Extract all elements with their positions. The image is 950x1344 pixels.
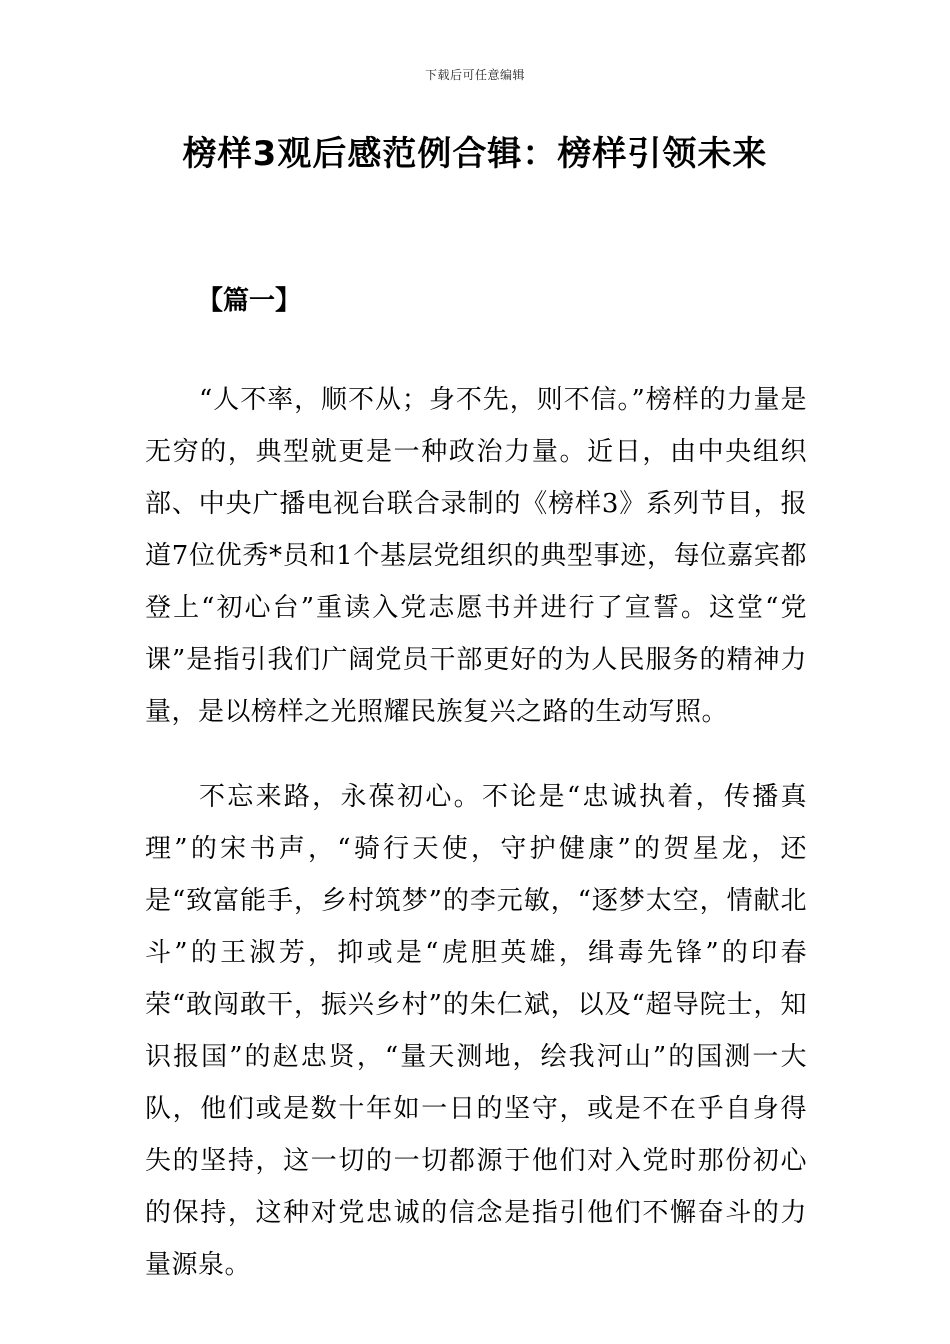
- section-label: 【篇一】: [197, 286, 302, 316]
- paragraph-1: “人不率，顺不从；身不先，则不信。”榜样的力量是无穷的，典型就更是一种政治力量。近日，由中央组织部、中央广播电视台联合录制的《榜样3》系列节目，报道7位优秀*员和1个基层党组织的典型事迹，每位嘉宾都登上“初心台”重读入党志愿书并进行了宣誓。这堂“党课”是指引我们广阔党员干部更好的为人民服务的精神力量，是以榜样之光照耀民族复兴之路的生动写照。: [145, 385, 807, 727]
- document-title: 榜样3观后感范例合辑：榜样引领未来: [182, 134, 768, 174]
- paragraph-2: 不忘来路，永葆初心。不论是“忠诚执着，传播真理”的宋书声，“骑行天使，守护健康”的贺星龙，还是“致富能手，乡村筑梦”的李元敏，“逐梦太空，情献北斗”的王淑芳，抑或是“虎胆英雄，缉毒先锋”的印春荣“敢闯敢干，振兴乡村”的朱仁斌，以及“超导院士，知识报国”的赵忠贤，“量天测地，绘我河山”的国测一大队，他们或是数十年如一日的坚守，或是不在乎自身得失的坚持，这一切的一切都源于他们对入党时那份初心的保持，这种对党忠诚的信念是指引他们不懈奋斗的力量源泉。: [145, 782, 807, 1280]
- header-note: 下载后可任意编辑: [424, 68, 525, 82]
